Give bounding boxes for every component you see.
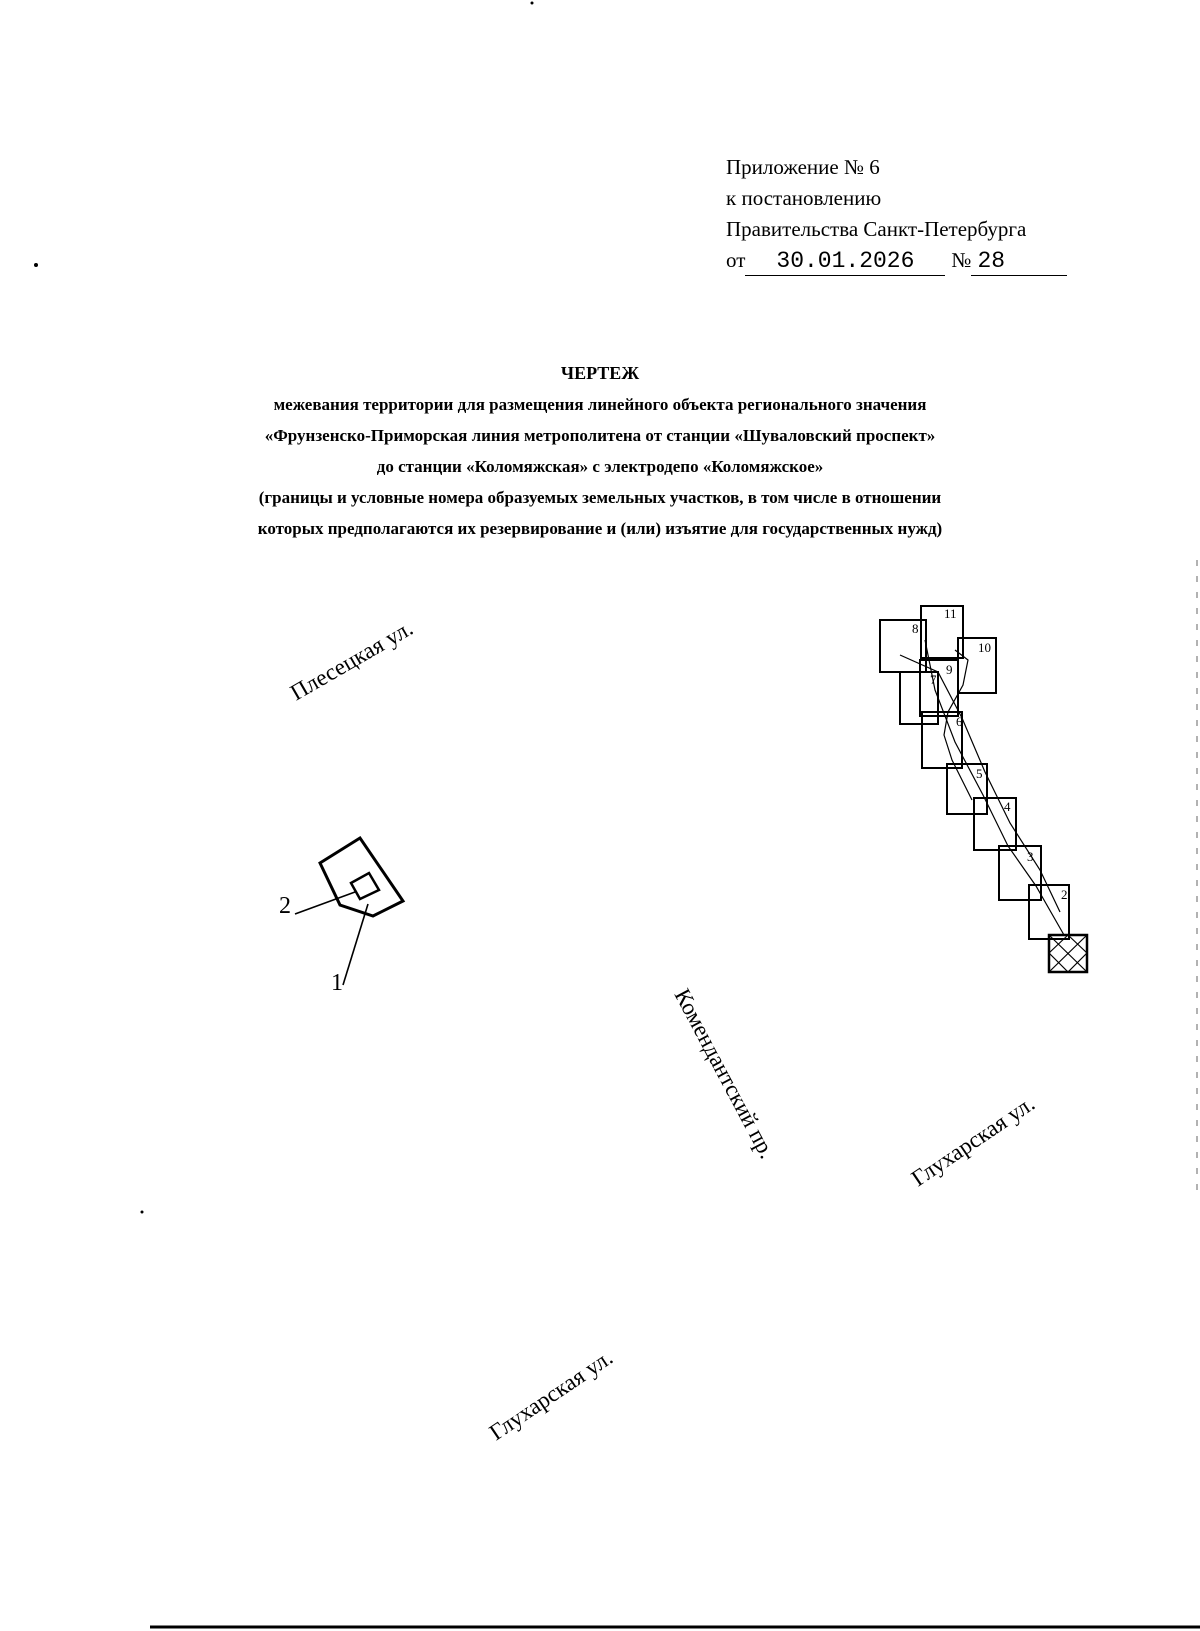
scan-speck xyxy=(34,263,38,267)
route-line-a xyxy=(925,640,1064,935)
parcel-label-r6: 6 xyxy=(956,714,963,729)
parcel-label-r10: 10 xyxy=(978,640,991,655)
street-label-pleseckaya: Плесецкая ул. xyxy=(286,615,418,706)
parcel-hatch xyxy=(1049,935,1087,972)
parcel-label-r8: 8 xyxy=(912,621,919,636)
appendix-government: Правительства Санкт-Петербурга xyxy=(726,217,1027,241)
parcel-label-r4: 4 xyxy=(1004,799,1011,814)
title-line-4: (границы и условные номера образуемых земельных участков, в том числе в отношении xyxy=(258,488,942,507)
street-label-glukharskaya-bottom: Глухарская ул. xyxy=(484,1344,618,1446)
leader-line-1 xyxy=(343,904,368,985)
parcel-label-r3: 3 xyxy=(1027,849,1034,864)
parcel-label-r2: 2 xyxy=(1061,887,1068,902)
title-main: ЧЕРТЕЖ xyxy=(560,363,640,383)
parcel-2-outline xyxy=(351,873,379,899)
parcel-label-r5: 5 xyxy=(976,766,983,781)
street-label-glukharskaya-right: Глухарская ул. xyxy=(906,1090,1040,1192)
date-prefix: от xyxy=(726,248,746,272)
street-label-komendantsky: Комендантский пр. xyxy=(669,984,781,1163)
title-line-3: до станции «Коломяжская» с электродепо «Коломяжское» xyxy=(376,457,824,476)
parcel-label-2: 2 xyxy=(279,893,291,919)
right-parcel-chain xyxy=(880,606,1087,972)
title-line-1: межевания территории для размещения линейного объекта регионального значения xyxy=(273,395,927,414)
appendix-title: Приложение № 6 xyxy=(726,155,880,179)
appendix-subtitle: к постановлению xyxy=(726,186,882,210)
decree-number: 28 xyxy=(971,248,1067,276)
parcel-label-r7: 7 xyxy=(930,672,937,687)
left-parcel-group xyxy=(295,838,403,985)
parcel-label-r9: 9 xyxy=(946,662,953,677)
parcel-3-outline xyxy=(999,846,1041,900)
right-parcel-labels xyxy=(912,606,1068,902)
parcel-label-r11: 11 xyxy=(944,606,957,621)
decree-date: 30.01.2026 xyxy=(745,248,945,276)
title-line-5: которых предполагаются их резервирование и (или) изъятие для государственных нужд) xyxy=(257,519,943,538)
scan-speck xyxy=(141,1211,144,1214)
leader-line-2 xyxy=(295,892,355,914)
scan-speck xyxy=(531,2,534,5)
number-prefix: № xyxy=(951,248,972,272)
parcel-label-1: 1 xyxy=(331,970,343,996)
title-line-2: «Фрунзенско-Приморская линия метрополитена от станции «Шуваловский проспект» xyxy=(264,426,936,445)
